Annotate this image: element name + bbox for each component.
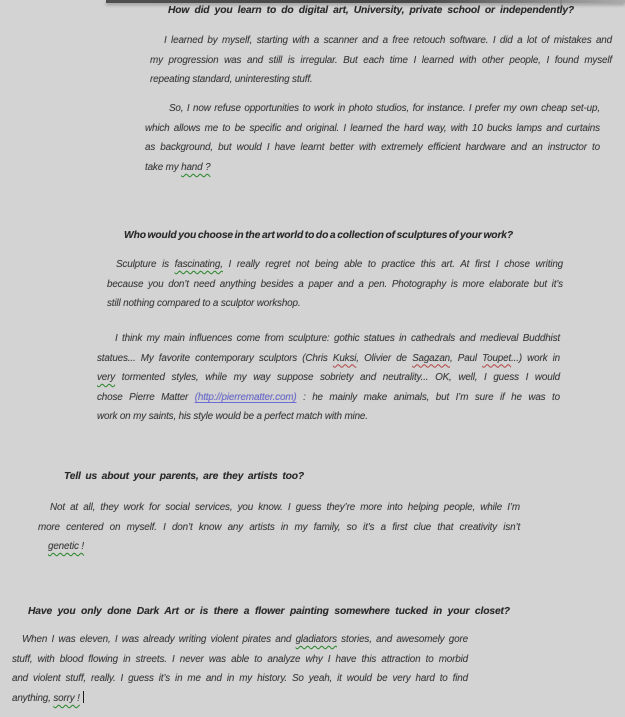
line-text xyxy=(145,119,600,139)
question-text: Have you only done Dark Art or is there a flower painting somewhere tucked in your closet? xyxy=(28,606,510,617)
question-text: How did you learn to do digital art, University, private school or independently? xyxy=(168,5,575,16)
text-run: more centered on myself. I don’t know any artists in my family, so it’s a first clue that creativity isn’t xyxy=(38,521,521,533)
grammar-squiggle-run: genetic ! xyxy=(48,541,84,553)
text-run: repeating standard, uninteresting stuff. xyxy=(150,74,313,86)
line-text xyxy=(12,650,468,670)
interview-question xyxy=(28,604,510,620)
text-run: anything, xyxy=(12,692,54,704)
line-text xyxy=(145,158,210,178)
paragraph-line xyxy=(12,630,468,650)
line-text xyxy=(97,407,368,427)
paragraph-line xyxy=(12,669,468,689)
paragraph-line xyxy=(97,407,560,427)
line-text xyxy=(22,630,468,650)
paragraph-line xyxy=(150,31,612,51)
answer-paragraph xyxy=(97,329,560,427)
text-run: still nothing compared to a sculptor workshop. xyxy=(107,298,301,310)
text-run: When I was eleven, I was already writing violent pirates and xyxy=(22,634,296,645)
text-run: stories, and awesomely gore xyxy=(336,634,468,645)
line-text xyxy=(97,388,560,408)
text-run: , Paul xyxy=(450,352,483,364)
line-text xyxy=(48,537,84,557)
text-run: So, I now refuse opportunities to work in photo studios, for instance. I prefer my own cheap set-up, xyxy=(169,103,600,114)
spelling-squiggle-run: Toupet xyxy=(482,352,512,364)
paragraph-line xyxy=(145,158,600,178)
line-text xyxy=(107,294,300,314)
text-cursor xyxy=(83,691,85,703)
grammar-squiggle-run: hand ? xyxy=(181,161,211,173)
text-run: as background, but would I have learnt better with extremely efficient hardware and an instructor to xyxy=(145,142,600,154)
paragraph-line xyxy=(38,498,520,518)
text-run: Not at all, they work for social services, you know. I guess they’re more into helping people, while I’m xyxy=(50,502,520,513)
text-run: tormented styles, while my way suppose sobriety and neutrality... OK, well, I guess I would xyxy=(115,372,560,384)
text-run: chose Pierre Matter xyxy=(97,391,195,403)
text-run: ...) work in xyxy=(511,352,560,364)
interview-question xyxy=(168,3,574,19)
paragraph-line xyxy=(97,349,560,369)
paragraph-line xyxy=(107,294,563,314)
line-text xyxy=(97,368,560,388)
text-run: stuff, with blood flowing in streets. I never was able to analyze why I have this attraction to morbid xyxy=(12,653,468,665)
answer-paragraph xyxy=(145,99,600,177)
text-run: work on my saints, his style would be a perfect match with mine. xyxy=(97,411,368,423)
line-text xyxy=(50,498,520,518)
line-text xyxy=(38,518,520,538)
text-run: , Olivier de xyxy=(356,352,413,364)
spelling-squiggle-run: Sagazan xyxy=(412,352,450,364)
line-text xyxy=(12,669,468,689)
paragraph-line xyxy=(97,368,560,388)
paragraph-line xyxy=(12,650,468,670)
text-run: take my xyxy=(145,161,182,173)
paragraph-line xyxy=(97,329,560,349)
paragraph-line xyxy=(97,388,560,408)
line-text xyxy=(145,138,600,158)
grammar-squiggle-run: sorry ! xyxy=(53,692,80,704)
paragraph-line xyxy=(38,518,520,538)
text-run: Sculpture is xyxy=(116,259,175,270)
line-text xyxy=(116,255,563,275)
question-text: Tell us about your parents, are they artists too? xyxy=(64,471,305,482)
text-run: statues... My favorite contemporary sculptors (Chris xyxy=(97,352,333,364)
line-text xyxy=(150,51,612,71)
text-run: I really regret not being able to practice this art. At first I chose writing xyxy=(222,259,564,270)
grammar-squiggle-run: very xyxy=(97,372,116,384)
line-text xyxy=(12,689,80,709)
hyperlink[interactable]: (http://pierrematter.com) xyxy=(194,391,297,403)
grammar-squiggle-run: gladiators xyxy=(295,634,337,645)
answer-paragraph xyxy=(150,31,612,90)
line-text xyxy=(97,349,560,369)
paragraph-line xyxy=(145,99,600,119)
paragraph-line xyxy=(107,255,563,275)
answer-paragraph xyxy=(12,630,468,708)
text-run: : he mainly make animals, but I’m sure if he was to xyxy=(296,391,560,403)
line-text xyxy=(150,70,313,90)
paragraph-line xyxy=(107,275,563,295)
spelling-squiggle-run: Kuksi xyxy=(332,352,357,364)
line-text xyxy=(164,31,612,51)
line-text xyxy=(169,99,600,119)
interview-question xyxy=(64,469,304,485)
paragraph-line xyxy=(150,70,612,90)
interview-question xyxy=(124,228,513,244)
answer-paragraph xyxy=(38,498,520,557)
text-run: I learned by myself, starting with a scanner and a free retouch software. I did a lot of mistakes and xyxy=(164,35,612,46)
line-text xyxy=(115,329,560,349)
paragraph-line xyxy=(145,119,600,139)
grammar-squiggle-run: fascinating, xyxy=(174,259,223,270)
text-run: I think my main influences come from sculpture: gothic statues in cathedrals and medieval Buddhist xyxy=(115,333,560,344)
question-text: Who would you choose in the art world to do a collection of sculptures of your work? xyxy=(124,230,514,241)
answer-paragraph xyxy=(107,255,563,314)
line-text xyxy=(107,275,563,295)
text-run: and violent stuff, really. I guess it’s in me and in my history. So yeah, it would be very hard to find xyxy=(12,673,468,685)
paragraph-line xyxy=(145,138,600,158)
paragraph-line xyxy=(12,689,468,709)
paragraph-line xyxy=(150,51,612,71)
text-run: which allows me to be specific and original. I learned the hard way, with 10 bucks lamps and curtains xyxy=(145,122,600,134)
paragraph-line xyxy=(38,537,520,557)
text-run: my progression was and still is irregular. But each time I learned with other people, I found myself xyxy=(150,54,612,66)
text-run: because you don’t need anything besides a paper and a pen. Photography is more elaborate but it’s xyxy=(107,278,563,290)
